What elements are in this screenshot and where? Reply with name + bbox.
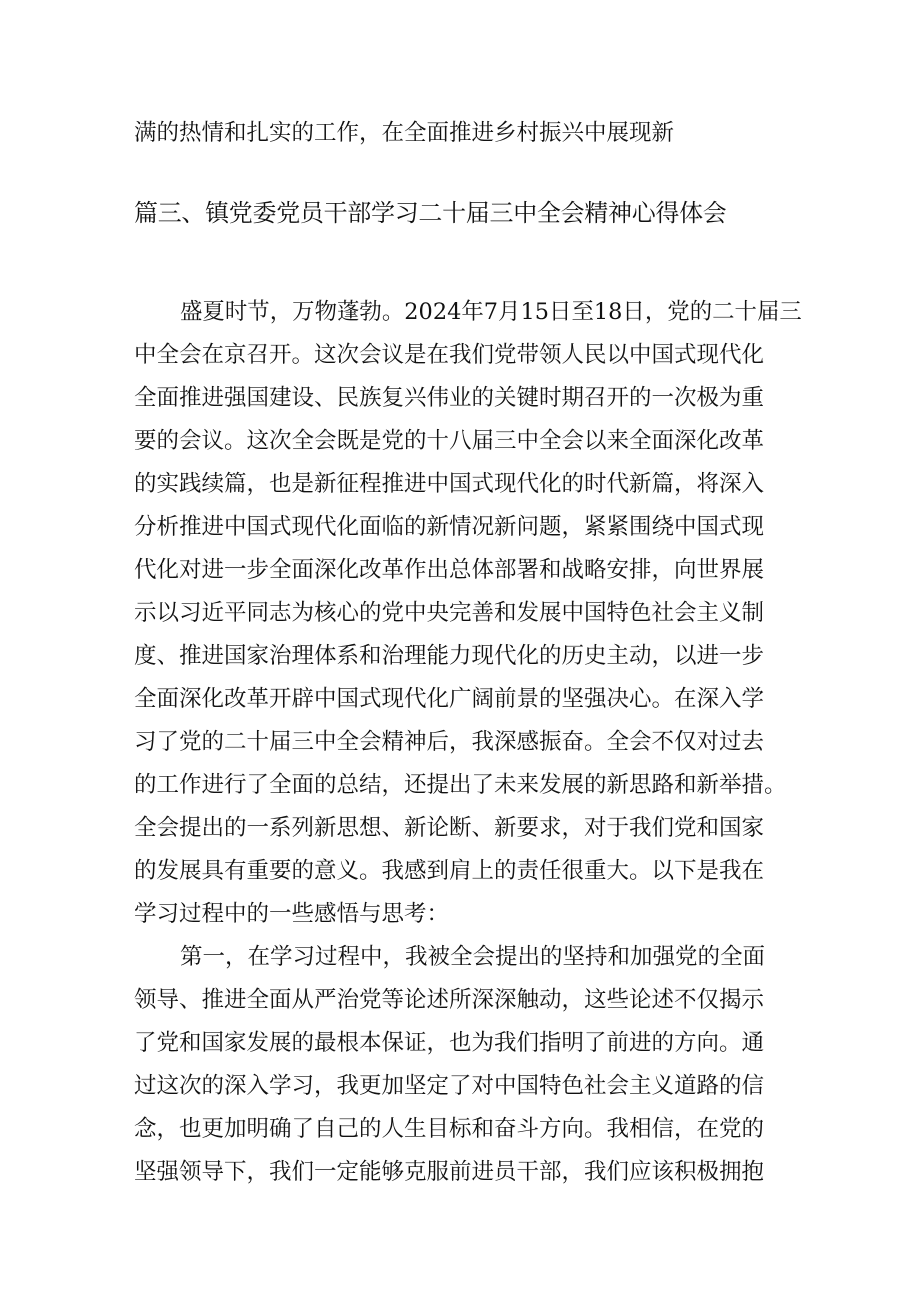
- paragraph-line: 学习过程中的一些感悟与思考：: [134, 901, 450, 927]
- paragraph-line: 了党和国家发展的最根本保证，也为我们指明了前进的方向。通: [134, 1030, 765, 1056]
- paragraph-line: 的发展具有重要的意义。我感到肩上的责任很重大。以下是我在: [134, 858, 765, 884]
- paragraph-line: 度、推进国家治理体系和治理能力现代化的历史主动，以进一步: [134, 643, 765, 669]
- paragraph-line: 全会提出的一系列新思想、新论断、新要求，对于我们党和国家: [134, 815, 765, 841]
- paragraph-line: 第一，在学习过程中，我被全会提出的坚持和加强党的全面: [180, 944, 766, 970]
- section-title: 篇三、镇党委党员干部学习二十届三中全会精神心得体会: [134, 199, 727, 227]
- paragraph-line: 盛夏时节，万物蓬勃。2024年7月15日至18日，党的二十届三: [180, 299, 802, 325]
- paragraph-line: 要的会议。这次全会既是党的十八届三中全会以来全面深化改革: [134, 428, 765, 454]
- paragraph-line: 过这次的深入学习，我更加坚定了对中国特色社会主义道路的信: [134, 1073, 765, 1099]
- paragraph-line: 全面推进强国建设、民族复兴伟业的关键时期召开的一次极为重: [134, 385, 765, 411]
- paragraph-line: 中全会在京召开。这次会议是在我们党带领人民以中国式现代化: [134, 342, 765, 368]
- paragraph-line: 示以习近平同志为核心的党中央完善和发展中国特色社会主义制: [134, 600, 765, 626]
- paragraph-line: 的工作进行了全面的总结，还提出了未来发展的新思路和新举措。: [134, 772, 787, 798]
- paragraph-line: 代化对进一步全面深化改革作出总体部署和战略安排，向世界展: [134, 557, 765, 583]
- paragraph-line: 习了党的二十届三中全会精神后，我深感振奋。全会不仅对过去: [134, 729, 765, 755]
- paragraph-line: 全面深化改革开辟中国式现代化广阔前景的坚强决心。在深入学: [134, 686, 765, 712]
- paragraph-line: 的实践续篇，也是新征程推进中国式现代化的时代新篇，将深入: [134, 471, 765, 497]
- paragraph-line: 念，也更加明确了自己的人生目标和奋斗方向。我相信，在党的: [134, 1116, 765, 1142]
- paragraph-line: 分析推进中国式现代化面临的新情况新问题，紧紧围绕中国式现: [134, 514, 765, 540]
- continuation-line: 满的热情和扎实的工作，在全面推进乡村振兴中展现新: [134, 120, 675, 146]
- paragraph-line: 坚强领导下，我们一定能够克服前进员干部，我们应该积极拥抱: [134, 1159, 765, 1185]
- paragraph-line: 领导、推进全面从严治党等论述所深深触动，这些论述不仅揭示: [134, 987, 765, 1013]
